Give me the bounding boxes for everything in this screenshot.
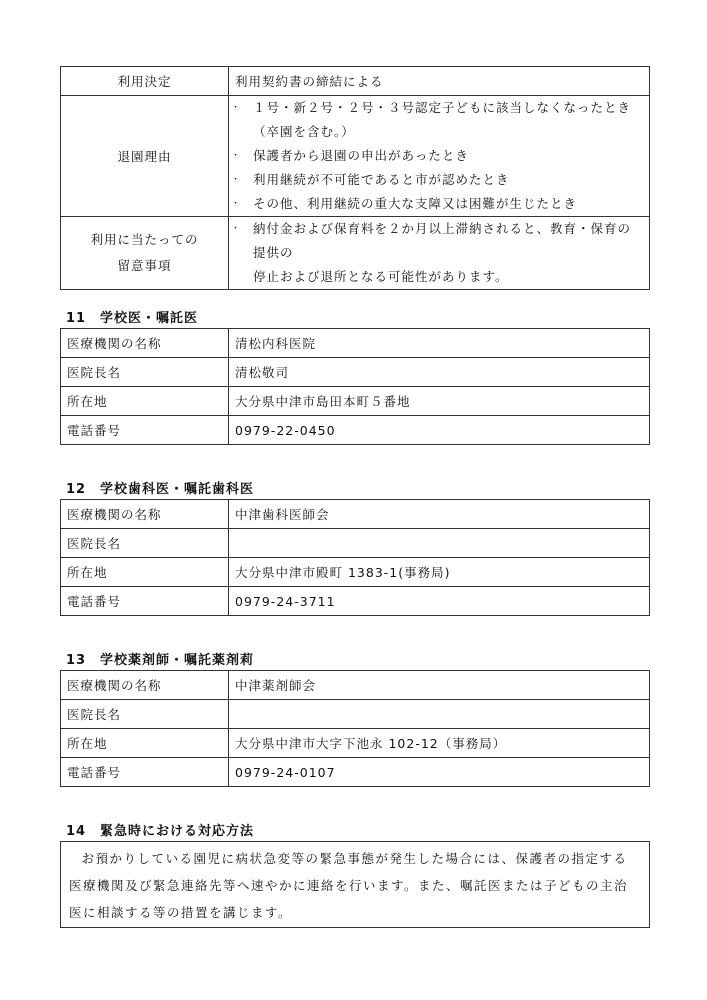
row-value: 大分県中津市殿町 1383-1(事務局) bbox=[229, 558, 650, 587]
row-value: 大分県中津市大字下池永 102-12（事務局） bbox=[229, 729, 650, 758]
row-value: 0979-22-0450 bbox=[229, 416, 650, 445]
withdrawal-label: 退園理由 bbox=[61, 96, 229, 217]
row-label: 電話番号 bbox=[61, 587, 229, 616]
withdrawal-reason-item: ・ その他、利用継続の重大な支障又は困難が生じたとき bbox=[235, 192, 643, 216]
table-row bbox=[61, 67, 650, 96]
table-row bbox=[61, 558, 650, 587]
row-value: 清松敬司 bbox=[229, 358, 650, 387]
table-row bbox=[61, 217, 650, 290]
withdrawal-reason-item: ・ 保護者から退園の申出があったとき bbox=[235, 144, 643, 168]
notes-value bbox=[229, 217, 650, 290]
section-number: 11 bbox=[66, 311, 87, 326]
section-number: 14 bbox=[66, 824, 87, 839]
table-row bbox=[61, 358, 650, 387]
row-label: 所在地 bbox=[61, 558, 229, 587]
usage-decision-value: 利用契約書の締結による bbox=[229, 67, 650, 96]
table-row bbox=[61, 500, 650, 529]
table-row bbox=[61, 700, 650, 729]
section-title: 学校医・嘱託医 bbox=[100, 311, 199, 326]
table-row bbox=[61, 329, 650, 358]
row-value: 清松内科医院 bbox=[229, 329, 650, 358]
table-row bbox=[61, 671, 650, 700]
row-label: 医院長名 bbox=[61, 358, 229, 387]
section-heading bbox=[66, 307, 198, 326]
withdrawal-reason-item: （卒園を含む。） bbox=[253, 124, 355, 139]
section-number: 12 bbox=[66, 482, 87, 497]
section-heading bbox=[66, 478, 254, 497]
notes-line: ・ 納付金および保育料を２か月以上滞納されると、教育・保育の提供の bbox=[235, 217, 643, 265]
table-row bbox=[61, 416, 650, 445]
row-value: 0979-24-0107 bbox=[229, 758, 650, 787]
row-value: 中津歯科医師会 bbox=[229, 500, 650, 529]
table-row bbox=[61, 529, 650, 558]
row-value bbox=[229, 529, 650, 558]
usage-table bbox=[60, 66, 650, 290]
section-title: 緊急時における対応方法 bbox=[100, 824, 255, 839]
withdrawal-reason-item: ・ １号・新２号・２号・３号認定子どもに該当しなくなったとき bbox=[235, 96, 643, 120]
section-heading bbox=[66, 649, 254, 668]
table-row bbox=[61, 587, 650, 616]
notes-label-line: 利用に当たっての bbox=[90, 232, 199, 247]
row-label: 電話番号 bbox=[61, 416, 229, 445]
withdrawal-reasons bbox=[229, 96, 650, 217]
section-table bbox=[60, 499, 650, 616]
emergency-text: お預かりしている園児に病状急変等の緊急事態が発生した場合には、保護者の指定する医療機関及び緊急連絡先等へ速やかに連絡を行います。また、嘱託医または子どもの主治医に相談する等の措置を講じます。 bbox=[60, 841, 650, 928]
usage-decision-label: 利用決定 bbox=[61, 67, 229, 96]
withdrawal-reason-item: ・ 利用継続が不可能であると市が認めたとき bbox=[235, 168, 643, 192]
section-title: 学校薬剤師・嘱託薬剤莉 bbox=[100, 653, 255, 668]
row-value: 大分県中津市島田本町５番地 bbox=[229, 387, 650, 416]
table-row bbox=[61, 96, 650, 217]
row-label: 医院長名 bbox=[61, 700, 229, 729]
row-label: 医療機関の名称 bbox=[61, 500, 229, 529]
row-label: 医院長名 bbox=[61, 529, 229, 558]
notes-label-line: 留意事項 bbox=[117, 258, 172, 273]
row-value bbox=[229, 700, 650, 729]
row-value: 0979-24-3711 bbox=[229, 587, 650, 616]
notes-label bbox=[61, 217, 229, 290]
row-label: 所在地 bbox=[61, 729, 229, 758]
row-label: 電話番号 bbox=[61, 758, 229, 787]
row-label: 医療機関の名称 bbox=[61, 671, 229, 700]
table-row bbox=[61, 387, 650, 416]
row-label: 医療機関の名称 bbox=[61, 329, 229, 358]
table-row bbox=[61, 729, 650, 758]
row-value: 中津薬剤師会 bbox=[229, 671, 650, 700]
table-row bbox=[61, 758, 650, 787]
section-table bbox=[60, 328, 650, 445]
section-heading bbox=[66, 820, 254, 839]
row-label: 所在地 bbox=[61, 387, 229, 416]
section-number: 13 bbox=[66, 653, 87, 668]
section-table bbox=[60, 670, 650, 787]
notes-line: 停止および退所となる可能性があります。 bbox=[253, 269, 509, 284]
section-title: 学校歯科医・嘱託歯科医 bbox=[100, 482, 255, 497]
